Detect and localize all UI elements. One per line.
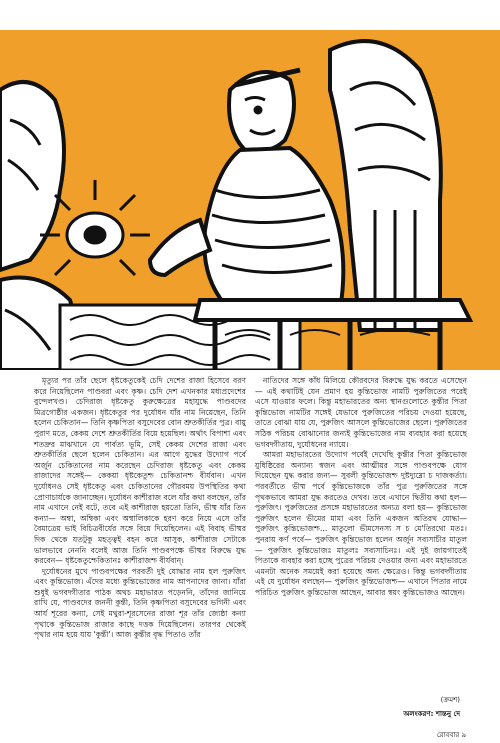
mahabharata-scene-illustration-icon (0, 30, 500, 370)
continued-note: (ক্রমশ) (440, 696, 460, 704)
article-column-right (255, 376, 467, 598)
illustration-credit: অলংকরণ: শান্তনু দে (403, 710, 460, 718)
article-paragraph: আমরা মহাভারতের উদ্যোগ পর্বেই দেখেছি কুন্তীর পিতা কুন্তিভোজ যুধিষ্ঠিরের অন্যান্য স্বজন এবং আত্মীয়র সঙ্গে পাণ্ডবপক্ষে যোগ দিয়েছেন যুদ্ধ করার জন্য— সুবলী কুন্তিভোজশ্চ দুষ্টদ্যুম্নো চ দাজকর্ত্যা। পরবর্তীতে ভীষ্ম পর্বে কুন্তিভোজকে তাঁর পুত্র পুরুজিতের সঙ্গে পৃথকভাবে আমরা যুদ্ধ করতেও দেখব। তবে এখানে দ্বিতীয় কথা হল— পুরুজিৎ। পুরুজিতের প্রসঙ্গে মহাভারতের অন্যত্র বলা হয়— কুন্তিভোজ পুরুজিৎ হলেন ভীমের মামা এবং তিনি একজন অতিরথ যোদ্ধা— পুরুজিৎ কুন্তিভোজশ্চ... মাতুলো ভীমসেনস্য স চ মে'তিরথো মতঃ। পুনরায় কর্ণ পর্বে— পুরুজিৎ কুন্তিভোজ হলেন অর্জুন সব্যসাচীর মাতুল— পুরুজিৎ কুন্তিভোজঃ মাতুলঃ সব্যসাচিনঃ। এই দুই জায়গাতেই পিতাকে ব্যবহার করা হচ্ছে পুত্রের পরিচয় দেওয়ার জন্য এবং মহাভারতে এমনটা অনেক সময়েই করা হয়েছে অন্য ক্ষেত্রেও। কিন্তু ভগবদ্গীতায় এই যে দুর্যোধন বলছেন— পুরুজিৎ কুন্তিভোজশ্চ— এখানে পিতার নামে পরিচিত পুরুজিৎ কুন্তিভোজ আছেন, আবার স্বয়ং কুন্তিভোজও আছেন। (255, 450, 467, 597)
article-illustration (0, 30, 500, 370)
article-paragraph: নাতিদের সঙ্গে কাঁধ মিলিয়ে কৌরবদের বিরুদ্ধে যুদ্ধ করতে এসেছেন— এই কথাটিই যেন প্রমাণ হয় কুন্তিভোজ নামটি পুরুজিতের পরেই এসে যাওয়ার ফলে। কিন্তু মহাভারতের অন্য স্থানগুলোতে কুন্তীর পিতা কুন্তিভোজ নামটির সঙ্গেই যেভাবে পুরুজিতের পরিচয় দেওয়া হয়েছে, তাতে বোঝা যায় যে, পুরুজিৎ আসলে কুন্তিভোজের ছেলে। পুরুজিতের সঠিক পরিচয় বোঝানোর জন্যই কুন্তিভোজের নাম ব্যবহার করা হয়েছে ভগবদ্গীতায়, দুর্যোধনের ন্যায়ে। (255, 376, 467, 449)
article-paragraph: মৃত্যুর পর তাঁর ছেলে ধৃষ্টকেতুকেই চেদি দেশের রাজা হিসেবে বরণ করে নিয়েছিলেন পাণ্ডবরা এবং কৃষ্ণ। চেদি দেশ এখনকার মধ্যপ্রদেশের বুন্দেলখণ্ড। চেদিরাজ ধৃষ্টকেতু কুরুক্ষেত্রের মহাযুদ্ধে পাণ্ডবদের মিত্রগোষ্ঠীর একজন। ধৃষ্টকেতুর পর দুর্যোধন যাঁর নাম নিয়েছেন, তিনি হলেন চেকিতান— তিনি কৃষ্ণপিতা বসুদেবের বোন শ্রুতকীর্তির পুত্র। বায়ু পুরাণ মতে, কেকয় দেশে শ্রুতকীর্তির বিয়ে হয়েছিল। অর্থাৎ বিপাশা এবং শতদ্রুর মাঝখানে যে পার্বত্য ভূমি, সেই কেকয় দেশের রাজা এবং শ্রুতকীর্তির ছেলে হলেন চেকিতান। এর আগে যুদ্ধের উদ্যোগ পর্বে অর্জুন চেকিতানের নাম করেছেন চেদিরাজ ধৃষ্টকেতু এবং কেকয় রাজাদের সঙ্গেই— কেকয়া ধৃষ্টকেতুশ্চ চেকিতানশ্চ বীর্যবান। এখন দুর্যোধনও সেই ধৃষ্টকেতু এবং চেকিতানের গৌরবময় উপস্থিতির কথা প্রোণাচার্যকে জানাচ্ছেন। দুর্যোধন কাশীরাজ বলে যাঁর কথা বলছেন, তাঁর নাম এখানে নেই বটে, তবে এই কাশীরাজ হয়তো তিনি, ভীষ্ম যাঁর তিন কন্যা— অম্বা, অম্বিকা এবং অম্বালিকাকে হরণ করে নিয়ে এসে তাঁর বৈমাত্রেয় ভাই বিচিত্রবীর্যের সঙ্গে বিয়ে দিয়েছিলেন। এই বিবাহ ভীষ্মর দিক থেকে যতটুকু মহত্ত্বই বহন করে আসুক, কাশীরাজ সেটাকে ভালভাবে নেননি বলেই আজ তিনি পাণ্ডবপক্ষে ভীষ্মর বিরুদ্ধে যুদ্ধ করবেন— ধৃষ্টকেতুশ্চেকিতানঃ কাশীরাজশ্চ বীর্যবান্। (34, 376, 246, 566)
page-footer: রোববার ৯ (436, 731, 466, 739)
article-paragraph: দুর্যোধনের মুখে পাণ্ডবপক্ষের পরবর্তী দুই যোদ্ধার নাম হল পুরুজিৎ এবং কুন্তিভোজ। এঁদের মধ্যে কুন্তিভোজের নাম আপনাদের জানা। যাঁরা শুধুই ভগবদ্গীতার পাঠক অথচ মহাভারত পড়েননি, তাঁদের জানিয়ে রাখি যে, পাণ্ডবদের জননী কুন্তী, তিনি কৃষ্ণপিতা বসুদেবের ভগিনী এবং আর্য শূরের কন্যা, সেই মথুরা-শূরসেনের রাজা শূর তাঁর জ্যেষ্ঠা কন্যা পৃথাকে কুন্তিভোজ রাজার কাছে দত্তক দিয়েছিলেন। তারপর থেকেই পৃথার নাম হয়ে যায় 'কুন্তী'। আজ কুন্তীর বৃদ্ধ পিতাও তাঁর (34, 566, 246, 640)
article-column-left (34, 376, 246, 641)
